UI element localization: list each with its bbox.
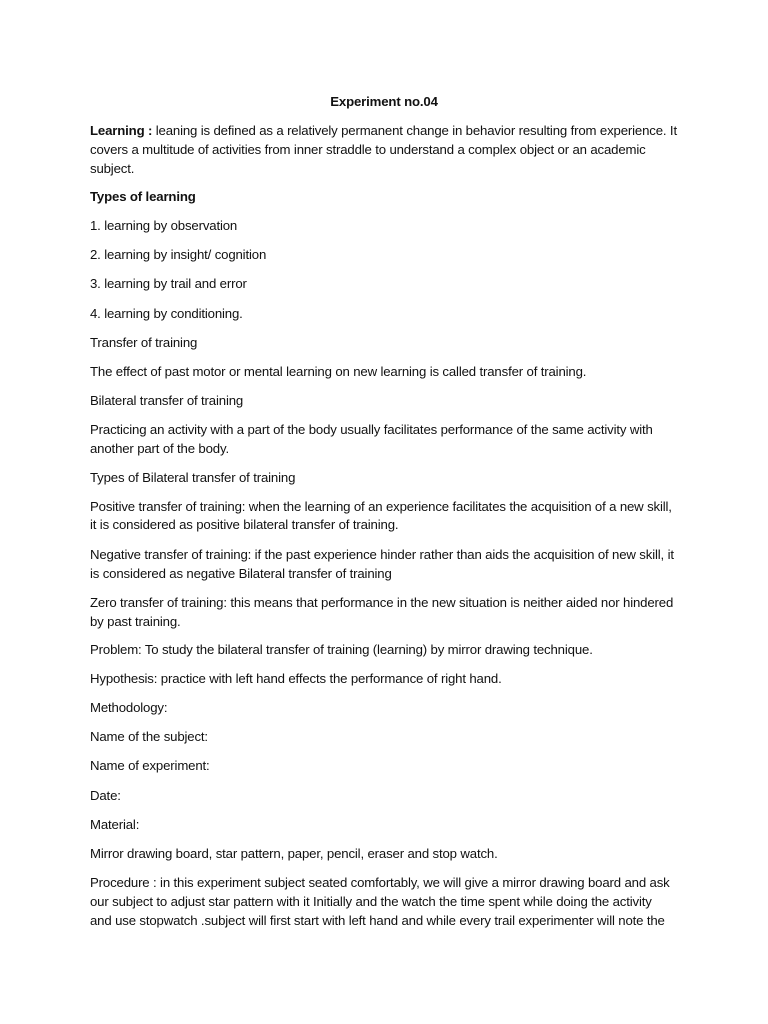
transfer-definition: The effect of past motor or mental learning on new learning is called transfer of training. [90, 364, 587, 379]
bilateral-heading: Bilateral transfer of training [90, 393, 244, 408]
learning-definition-line-2: covers a multitude of activities from inner straddle to understand a complex object or an academic [90, 142, 646, 157]
material-heading: Material: [90, 817, 140, 832]
list-item: 4. learning by conditioning. [90, 306, 243, 321]
material-list: Mirror drawing board, star pattern, paper, pencil, eraser and stop watch. [90, 846, 498, 861]
learning-definition-text: leaning is defined as a relatively permanent change in behavior resulting from experience. It [152, 123, 677, 138]
experiment-name-field: Name of experiment: [90, 758, 210, 773]
methodology-heading: Methodology: [90, 700, 168, 715]
procedure-line-1: Procedure : in this experiment subject seated comfortably, we will give a mirror drawing board and ask [90, 875, 670, 890]
subject-name-field: Name of the subject: [90, 729, 208, 744]
types-bilateral-heading: Types of Bilateral transfer of training [90, 470, 296, 485]
negative-transfer-line-1: Negative transfer of training: if the past experience hinder rather than aids the acquisition of new skill, it [90, 547, 674, 562]
learning-definition-line-3: subject. [90, 161, 135, 176]
positive-transfer-line-2: it is considered as positive bilateral transfer of training. [90, 517, 399, 532]
negative-transfer-line-2: is considered as negative Bilateral transfer of training [90, 566, 392, 581]
list-item: 3. learning by trail and error [90, 276, 247, 291]
date-field: Date: [90, 788, 121, 803]
types-of-learning-heading: Types of learning [90, 189, 196, 204]
bilateral-definition-line-2: another part of the body. [90, 441, 229, 456]
positive-transfer-line-1: Positive transfer of training: when the learning of an experience facilitates the acquisition of a new skill, [90, 499, 672, 514]
list-item: 2. learning by insight/ cognition [90, 247, 267, 262]
problem-statement: Problem: To study the bilateral transfer of training (learning) by mirror drawing technique. [90, 642, 593, 657]
zero-transfer-line-2: by past training. [90, 614, 181, 629]
transfer-heading: Transfer of training [90, 335, 198, 350]
learning-label: Learning : [90, 123, 153, 138]
zero-transfer-line-1: Zero transfer of training: this means that performance in the new situation is neither aided nor hindered [90, 595, 674, 610]
procedure-line-3: and use stopwatch .subject will first start with left hand and while every trail experimenter will note the [90, 913, 665, 928]
bilateral-definition-line-1: Practicing an activity with a part of the body usually facilitates performance of the same activity with [90, 422, 653, 437]
document-title: Experiment no.04 [330, 94, 438, 109]
learning-definition-line-1 [90, 121, 690, 140]
hypothesis-statement: Hypothesis: practice with left hand effects the performance of right hand. [90, 671, 502, 686]
list-item: 1. learning by observation [90, 218, 238, 233]
procedure-line-2: our subject to adjust star pattern with it Initially and the watch the time spent while doing the activity [90, 894, 652, 909]
